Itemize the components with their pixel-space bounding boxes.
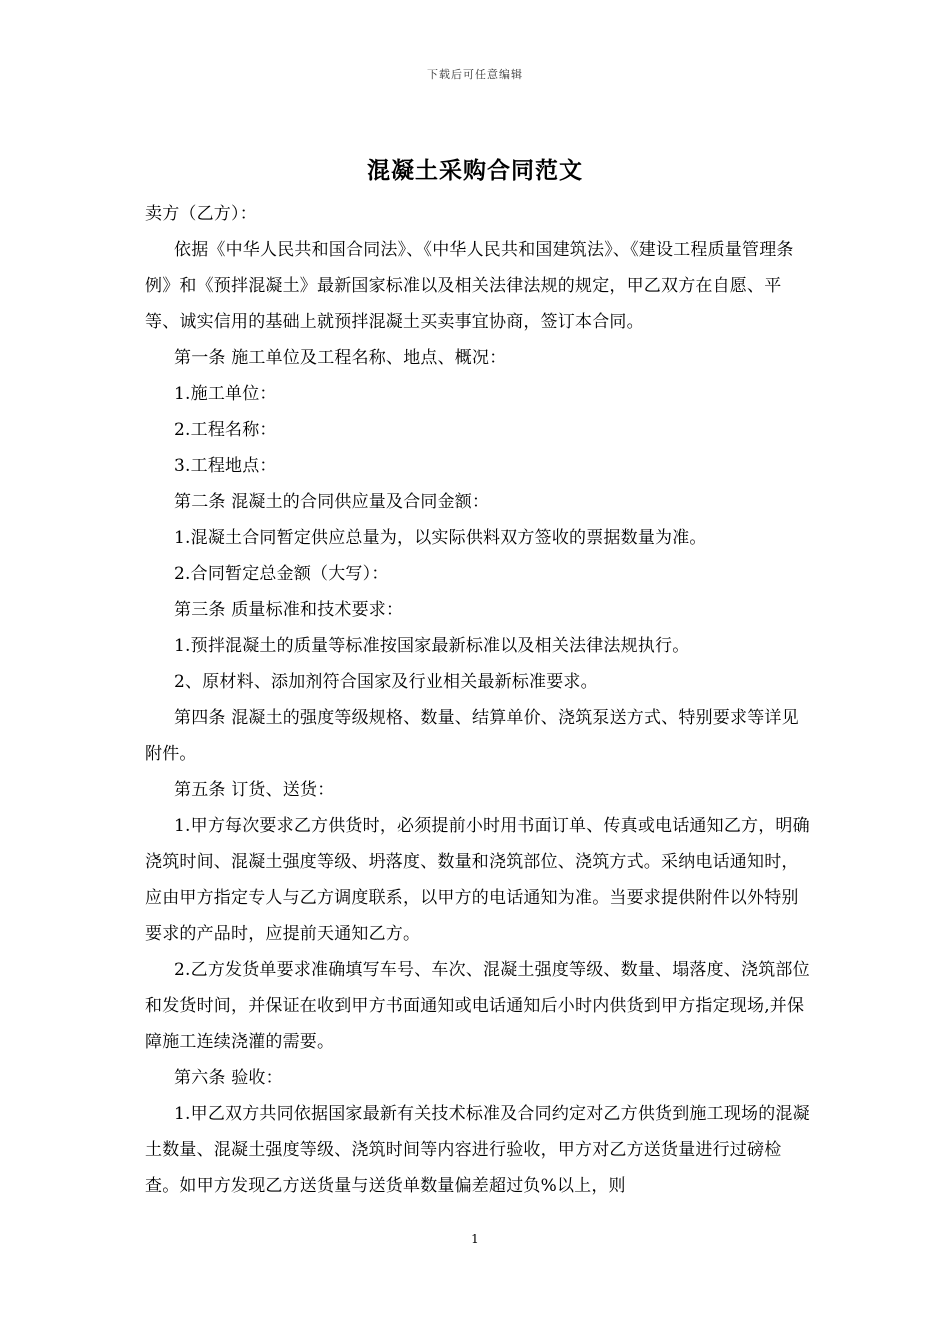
- list-item: 1.甲乙双方共同依据国家最新有关技术标准及合同约定对乙方供货到施工现场的混凝土数量、混凝土强度等级、浇筑时间等内容进行验收，甲方对乙方送货量进行过磅检查。如甲方发现乙方送货量与送货单数量偏差超过负%以上，则: [145, 1104, 810, 1196]
- list-item: 2.乙方发货单要求准确填写车号、车次、混凝土强度等级、数量、塌落度、浇筑部位和发货时间，并保证在收到甲方书面通知或电话通知后小时内供货到甲方指定现场,并保障施工连续浇灌的需要。: [145, 960, 810, 1052]
- section-heading: 第六条 验收：: [174, 1068, 283, 1088]
- list-item: 1.施工单位：: [174, 384, 277, 404]
- section-heading: 第一条 施工单位及工程名称、地点、概况：: [174, 348, 507, 368]
- section-heading: 第五条 订货、送货：: [174, 780, 335, 800]
- list-item: 3.工程地点：: [174, 456, 277, 476]
- list-item: 2、原材料、添加剂符合国家及行业相关最新标准要求。: [174, 672, 598, 692]
- header-note: 下载后可任意编辑: [427, 68, 523, 81]
- page-number: 1: [471, 1232, 479, 1246]
- paragraph: 依据《中华人民共和国合同法》、《中华人民共和国建筑法》、《建设工程质量管理条例》和《预拌混凝土》最新国家标准以及相关法律法规的规定，甲乙双方在自愿、平等、诚实信用的基础上就预拌混凝土买卖事宜协商，签订本合同。: [145, 240, 794, 332]
- document-body: [145, 196, 810, 1204]
- paragraph: 卖方（乙方）：: [145, 204, 257, 224]
- list-item: 2.合同暂定总金额（大写）：: [174, 564, 389, 584]
- section-heading: 第二条 混凝土的合同供应量及合同金额：: [174, 492, 490, 512]
- section-heading: 第三条 质量标准和技术要求：: [174, 600, 404, 620]
- list-item: 1.混凝土合同暂定供应总量为，以实际供料双方签收的票据数量为准。: [174, 528, 707, 548]
- document-title: 混凝土采购合同范文: [367, 157, 583, 184]
- list-item: 1.甲方每次要求乙方供货时，必须提前小时用书面订单、传真或电话通知乙方，明确浇筑时间、混凝土强度等级、坍落度、数量和浇筑部位、浇筑方式。采纳电话通知时，应由甲方指定专人与乙方调度联系，以甲方的电话通知为准。当要求提供附件以外特别要求的产品时，应提前天通知乙方。: [145, 816, 810, 944]
- section-heading: 第四条 混凝土的强度等级规格、数量、结算单价、浇筑泵送方式、特别要求等详见附件。: [145, 708, 799, 764]
- list-item: 1.预拌混凝土的质量等标准按国家最新标准以及相关法律法规执行。: [174, 636, 690, 656]
- list-item: 2.工程名称：: [174, 420, 277, 440]
